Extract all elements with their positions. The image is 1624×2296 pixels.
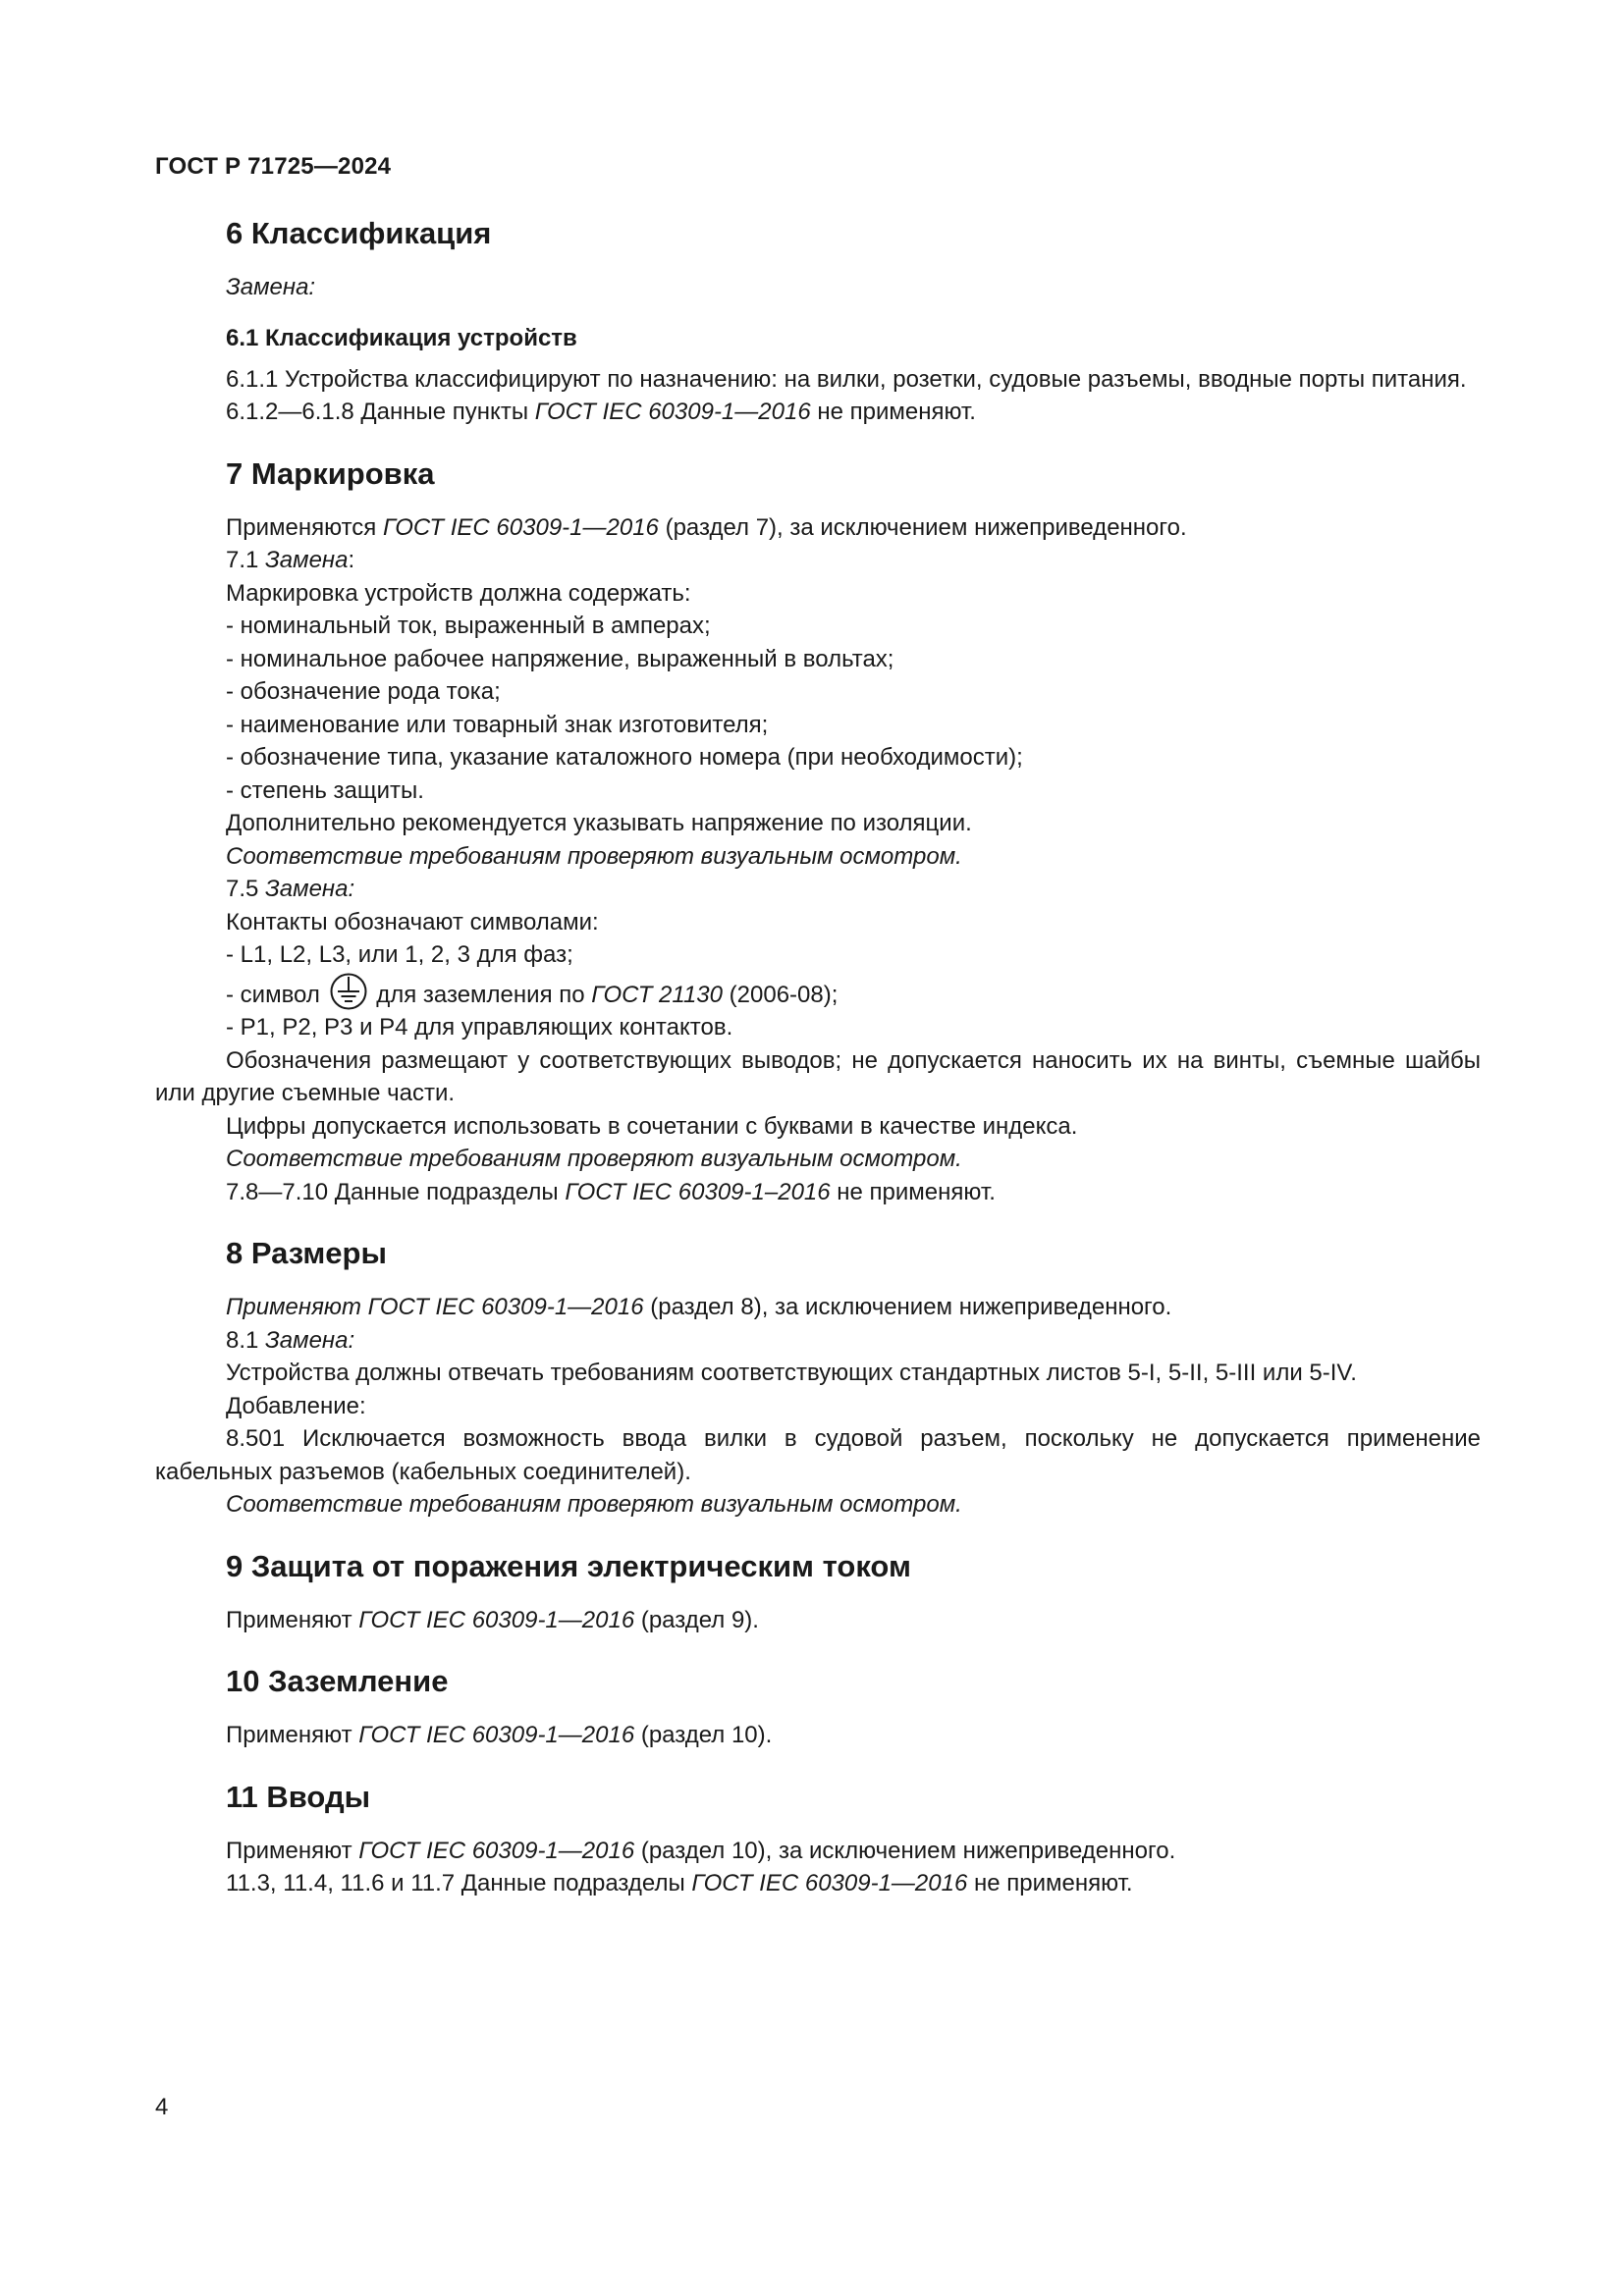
visual-check-note: Соответствие требованиям проверяют визуальным осмотром. [226, 1491, 962, 1518]
para-6-1-1: 6.1.1 Устройства классифицируют по назначению: на вилки, розетки, судовые разъемы, вводные порты питания. [226, 365, 1467, 393]
list-item: - номинальное рабочее напряжение, выраженный в вольтах; [226, 645, 894, 672]
list-item: - обозначение типа, указание каталожного номера (при необходимости); [226, 744, 1023, 771]
contacts-intro: Контакты обозначают символами: [226, 908, 599, 935]
placement-para: Обозначения размещают у соответствующих выводов; не допускается наносить их на винты, съемные шайбы или другие съемные части. [155, 1046, 1481, 1106]
page-number: 4 [155, 2094, 169, 2120]
digits-para: Цифры допускается использовать в сочетании с буквами в качестве индекса. [226, 1112, 1078, 1140]
section-6-replace-note: Замена: [226, 274, 316, 300]
document-code: ГОСТ Р 71725—2024 [155, 153, 392, 180]
section-7-intro: Применяются ГОСТ IEC 60309-1—2016 (раздел 7), за исключением нижеприведенного. [226, 513, 1187, 541]
list-item: - обозначение рода тока; [226, 678, 501, 705]
section-8-intro: Применяют ГОСТ IEC 60309-1—2016 (раздел 8), за исключением нижеприведенного. [226, 1294, 1172, 1320]
para-8-1-text: Устройства должны отвечать требованиям соответствующих стандартных листов 5-I, 5-II, 5-III или 5-IV. [226, 1360, 1357, 1386]
list-item: - степень защиты. [226, 776, 424, 804]
para-7-8: 7.8—7.10 Данные подразделы ГОСТ IEC 60309-1–2016 не применяют. [226, 1178, 996, 1205]
para-7-1: 7.1 Замена: [226, 547, 355, 573]
section-8-title: 8 Размеры [226, 1236, 387, 1270]
list-item: - номинальный ток, выраженный в амперах; [226, 613, 711, 639]
list-item-earth-symbol: - символ для заземления по ГОСТ 21130 (2006-08); [155, 972, 1481, 1012]
subsection-6-1-title: 6.1 Классификация устройств [226, 324, 577, 351]
section-6-title: 6 Классификация [226, 216, 492, 250]
list-item: - P1, P2, P3 и P4 для управляющих контактов. [226, 1014, 733, 1041]
para-7-5: 7.5 Замена: [226, 876, 355, 902]
section-11-subsections: 11.3, 11.4, 11.6 и 11.7 Данные подразделы ГОСТ IEC 60309-1—2016 не применяют. [226, 1870, 1133, 1896]
insulation-note: Дополнительно рекомендуется указывать напряжение по изоляции. [226, 810, 972, 836]
page-content [155, 214, 1481, 1900]
section-9-title: 9 Защита от поражения электрическим током [226, 1548, 911, 1583]
visual-check-note: Соответствие требованиям проверяют визуальным осмотром. [226, 1146, 962, 1172]
marking-intro: Маркировка устройств должна содержать: [226, 579, 691, 607]
section-9-text: Применяют ГОСТ IEC 60309-1—2016 (раздел 9). [226, 1606, 759, 1633]
protective-earth-icon [329, 972, 368, 1011]
section-11-text: Применяют ГОСТ IEC 60309-1—2016 (раздел 10), за исключением нижеприведенного. [226, 1837, 1176, 1864]
visual-check-note: Соответствие требованиям проверяют визуальным осмотром. [226, 842, 962, 870]
section-11-title: 11 Вводы [226, 1779, 371, 1814]
section-7-title: 7 Маркировка [226, 455, 435, 491]
para-8-501: 8.501 Исключается возможность ввода вилки в судовой разъем, поскольку не допускается применение кабельных разъемов (кабельных соединителей). [155, 1425, 1481, 1485]
list-item: - L1, L2, L3, или 1, 2, 3 для фаз; [226, 941, 573, 968]
section-10-title: 10 Заземление [226, 1664, 449, 1698]
para-8-1: 8.1 Замена: [226, 1326, 355, 1354]
section-10-text: Применяют ГОСТ IEC 60309-1—2016 (раздел 10). [226, 1722, 773, 1748]
para-6-1-2: 6.1.2—6.1.8 Данные пункты ГОСТ IEC 60309-1—2016 не применяют. [226, 399, 976, 425]
addition-label: Добавление: [226, 1392, 366, 1419]
list-item: - наименование или товарный знак изготовителя; [226, 711, 769, 738]
